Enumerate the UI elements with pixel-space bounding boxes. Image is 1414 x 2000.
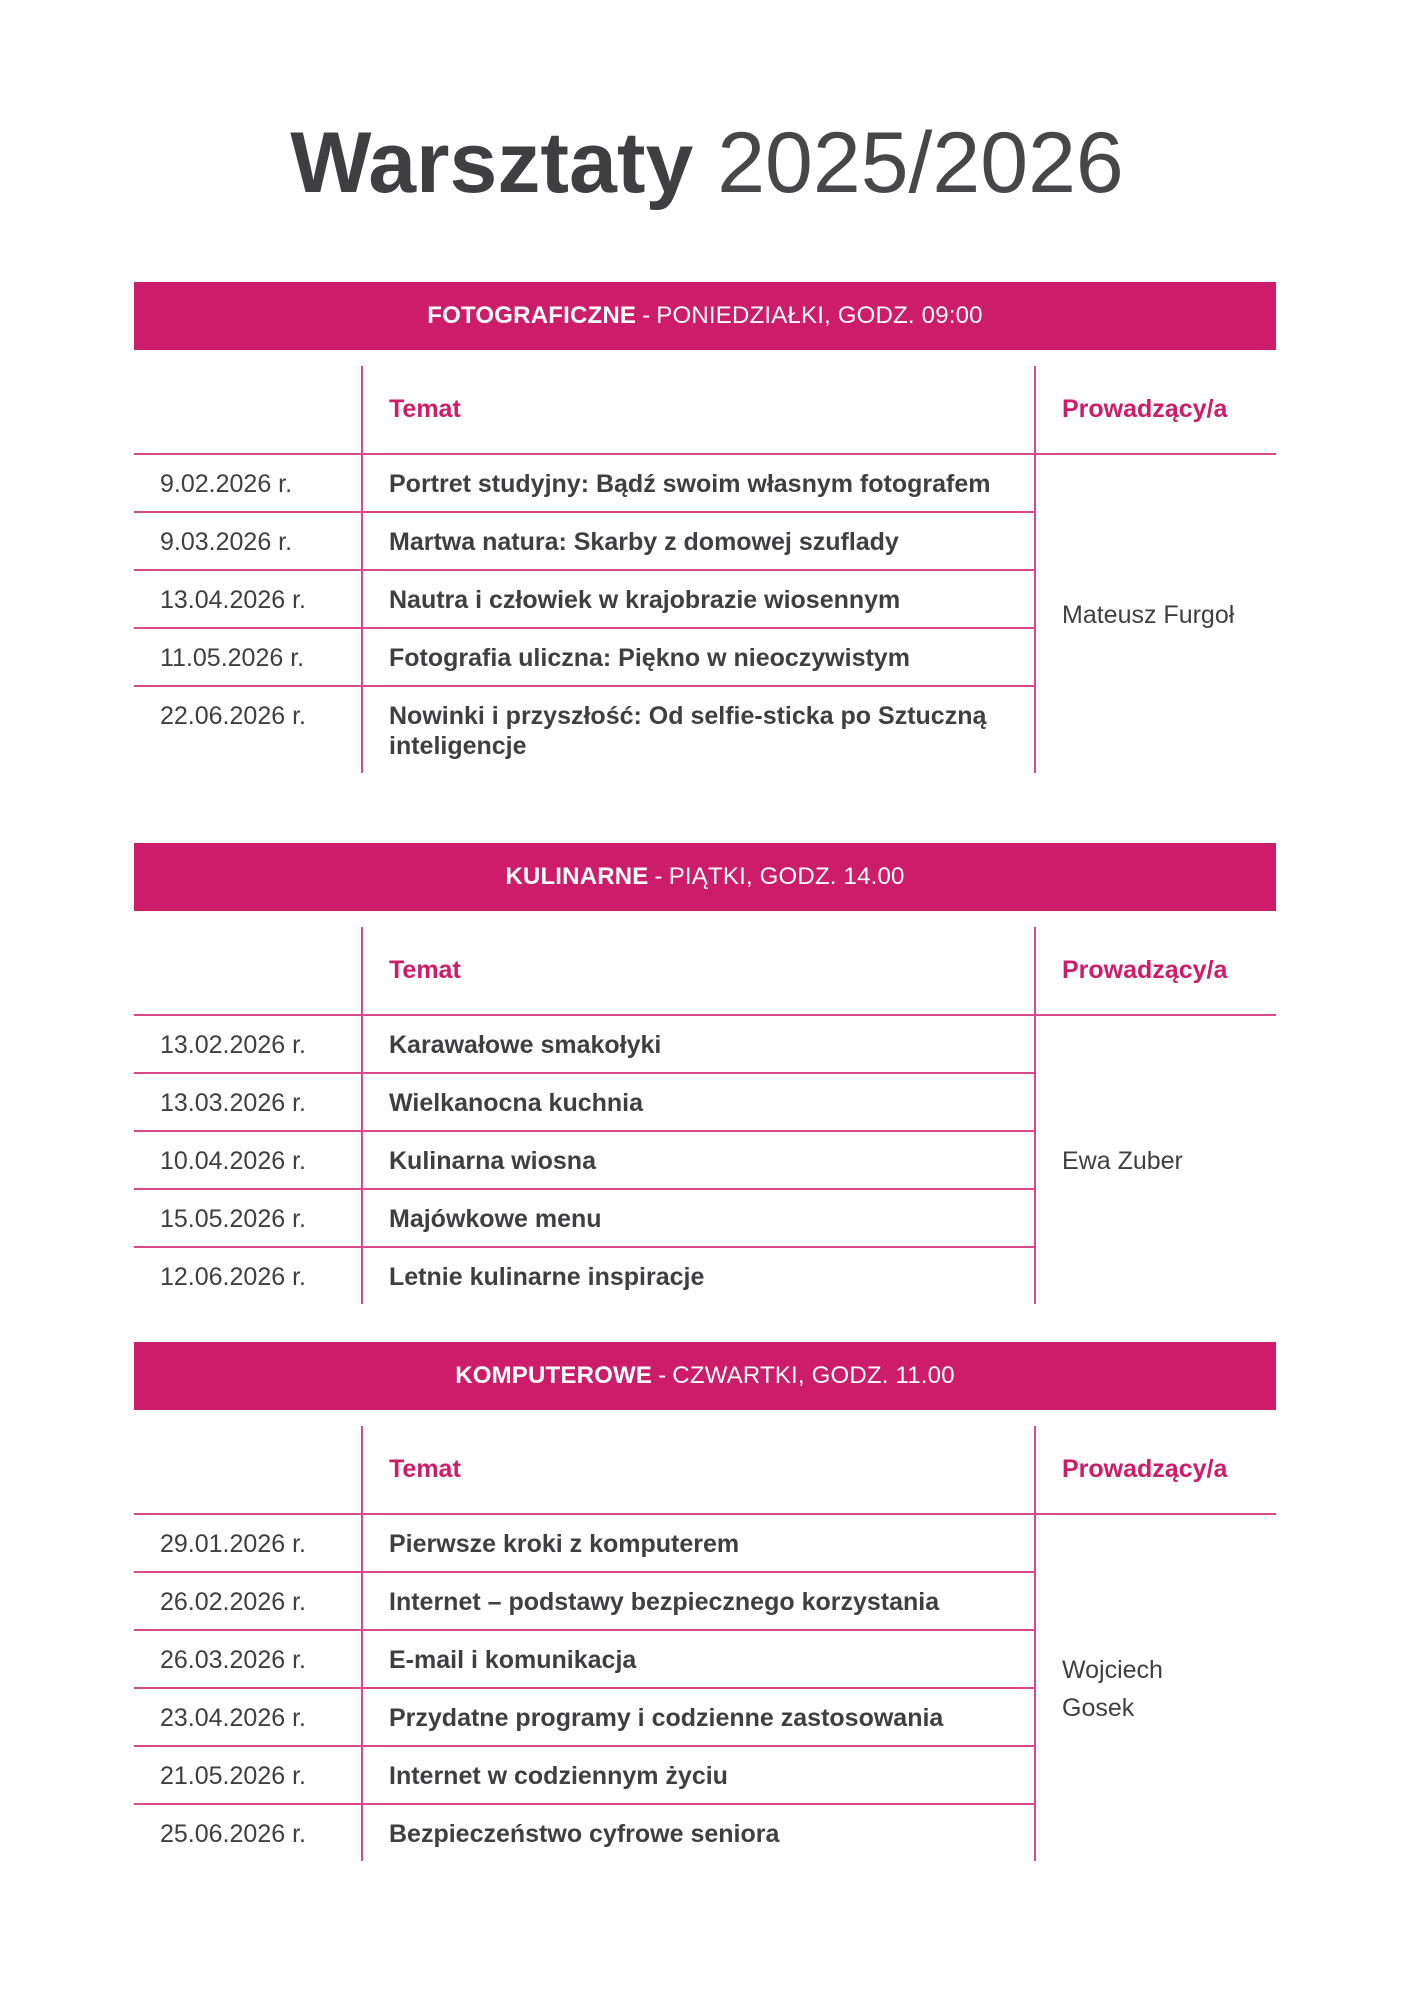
section-separator: -: [658, 1362, 667, 1389]
title-year: 2025/2026: [717, 115, 1124, 211]
column-header-instructor: Prowadzący/a: [1035, 366, 1276, 454]
topic-cell: Internet – podstawy bezpiecznego korzystania: [362, 1572, 1035, 1630]
column-header-topic: Temat: [362, 927, 1035, 1015]
date-cell: 26.02.2026 r.: [134, 1572, 362, 1630]
topic-cell: Pierwsze kroki z komputerem: [362, 1514, 1035, 1572]
date-cell: 29.01.2026 r.: [134, 1514, 362, 1572]
topic-cell: Wielkanocna kuchnia: [362, 1073, 1035, 1131]
topic-cell: Nautra i człowiek w krajobrazie wiosennym: [362, 570, 1035, 628]
date-cell: 13.04.2026 r.: [134, 570, 362, 628]
column-header-instructor: Prowadzący/a: [1035, 927, 1276, 1015]
instructor-cell: Wojciech Gosek: [1035, 1514, 1276, 1861]
section-category: KULINARNE: [505, 863, 649, 890]
page-title: [0, 108, 1414, 218]
instructor-cell: Mateusz Furgoł: [1035, 454, 1276, 773]
schedule-table: [134, 927, 1276, 1304]
date-cell: 21.05.2026 r.: [134, 1746, 362, 1804]
section-header: [134, 843, 1276, 911]
topic-cell: Przydatne programy i codzienne zastosowania: [362, 1688, 1035, 1746]
topic-cell: E-mail i komunikacja: [362, 1630, 1035, 1688]
topic-cell: Karawałowe smakołyki: [362, 1015, 1035, 1073]
column-header-topic: Temat: [362, 366, 1035, 454]
date-cell: 22.06.2026 r.: [160, 702, 306, 730]
section-header: [134, 282, 1276, 350]
date-cell: 11.05.2026 r.: [134, 628, 362, 686]
column-header-date: [134, 366, 362, 454]
date-cell: 23.04.2026 r.: [134, 1688, 362, 1746]
topic-cell: Internet w codziennym życiu: [362, 1746, 1035, 1804]
table-header-row: [134, 927, 1276, 1015]
column-header-date: [134, 1426, 362, 1514]
date-cell: 9.02.2026 r.: [134, 454, 362, 512]
section-photography: [134, 282, 1276, 773]
table-row: [134, 1514, 1276, 1572]
schedule-table: [134, 1426, 1276, 1861]
date-cell: 26.03.2026 r.: [134, 1630, 362, 1688]
section-schedule: PIĄTKI, GODZ. 14.00: [668, 863, 905, 890]
date-cell: 13.02.2026 r.: [134, 1015, 362, 1073]
section-culinary: [134, 843, 1276, 1304]
table-header-row: [134, 1426, 1276, 1514]
title-main: Warsztaty: [290, 115, 694, 211]
topic-text: Portret studyjny: Bądź swoim własnym fotografem: [389, 470, 991, 498]
topic-cell: Kulinarna wiosna: [362, 1131, 1035, 1189]
table-row: [134, 454, 1276, 512]
topic-cell: [362, 454, 1035, 512]
topic-cell: Majówkowe menu: [362, 1189, 1035, 1247]
topic-cell: Martwa natura: Skarby z domowej szuflady: [362, 512, 1035, 570]
table-row: [134, 1015, 1276, 1073]
table-header-row: [134, 366, 1276, 454]
section-category: FOTOGRAFICZNE: [427, 302, 637, 329]
column-header-instructor: Prowadzący/a: [1035, 1426, 1276, 1514]
date-cell: 10.04.2026 r.: [134, 1131, 362, 1189]
section-separator: -: [654, 863, 663, 890]
date-cell: 12.06.2026 r.: [160, 1263, 306, 1291]
section-computer: [134, 1342, 1276, 1861]
section-separator: -: [642, 302, 651, 329]
instructor-cell: Ewa Zuber: [1035, 1015, 1276, 1304]
topic-cell: Fotografia uliczna: Piękno w nieoczywistym: [362, 628, 1035, 686]
date-cell: 9.03.2026 r.: [134, 512, 362, 570]
column-header-topic: Temat: [362, 1426, 1035, 1514]
topic-cell: Nowinki i przyszłość: Od selfie-sticka po Sztuczną inteligencje: [362, 686, 1035, 773]
date-cell: 15.05.2026 r.: [134, 1189, 362, 1247]
section-schedule: PONIEDZIAŁKI, GODZ. 09:00: [656, 302, 983, 329]
date-cell: 25.06.2026 r.: [160, 1820, 306, 1848]
section-header: [134, 1342, 1276, 1410]
column-header-date: [134, 927, 362, 1015]
section-category: KOMPUTEROWE: [455, 1362, 653, 1389]
topic-cell: Letnie kulinarne inspiracje: [362, 1247, 1035, 1304]
section-schedule: CZWARTKI, GODZ. 11.00: [672, 1362, 955, 1389]
schedule-table: [134, 366, 1276, 773]
topic-cell: Bezpieczeństwo cyfrowe seniora: [362, 1804, 1035, 1861]
date-cell: 13.03.2026 r.: [134, 1073, 362, 1131]
